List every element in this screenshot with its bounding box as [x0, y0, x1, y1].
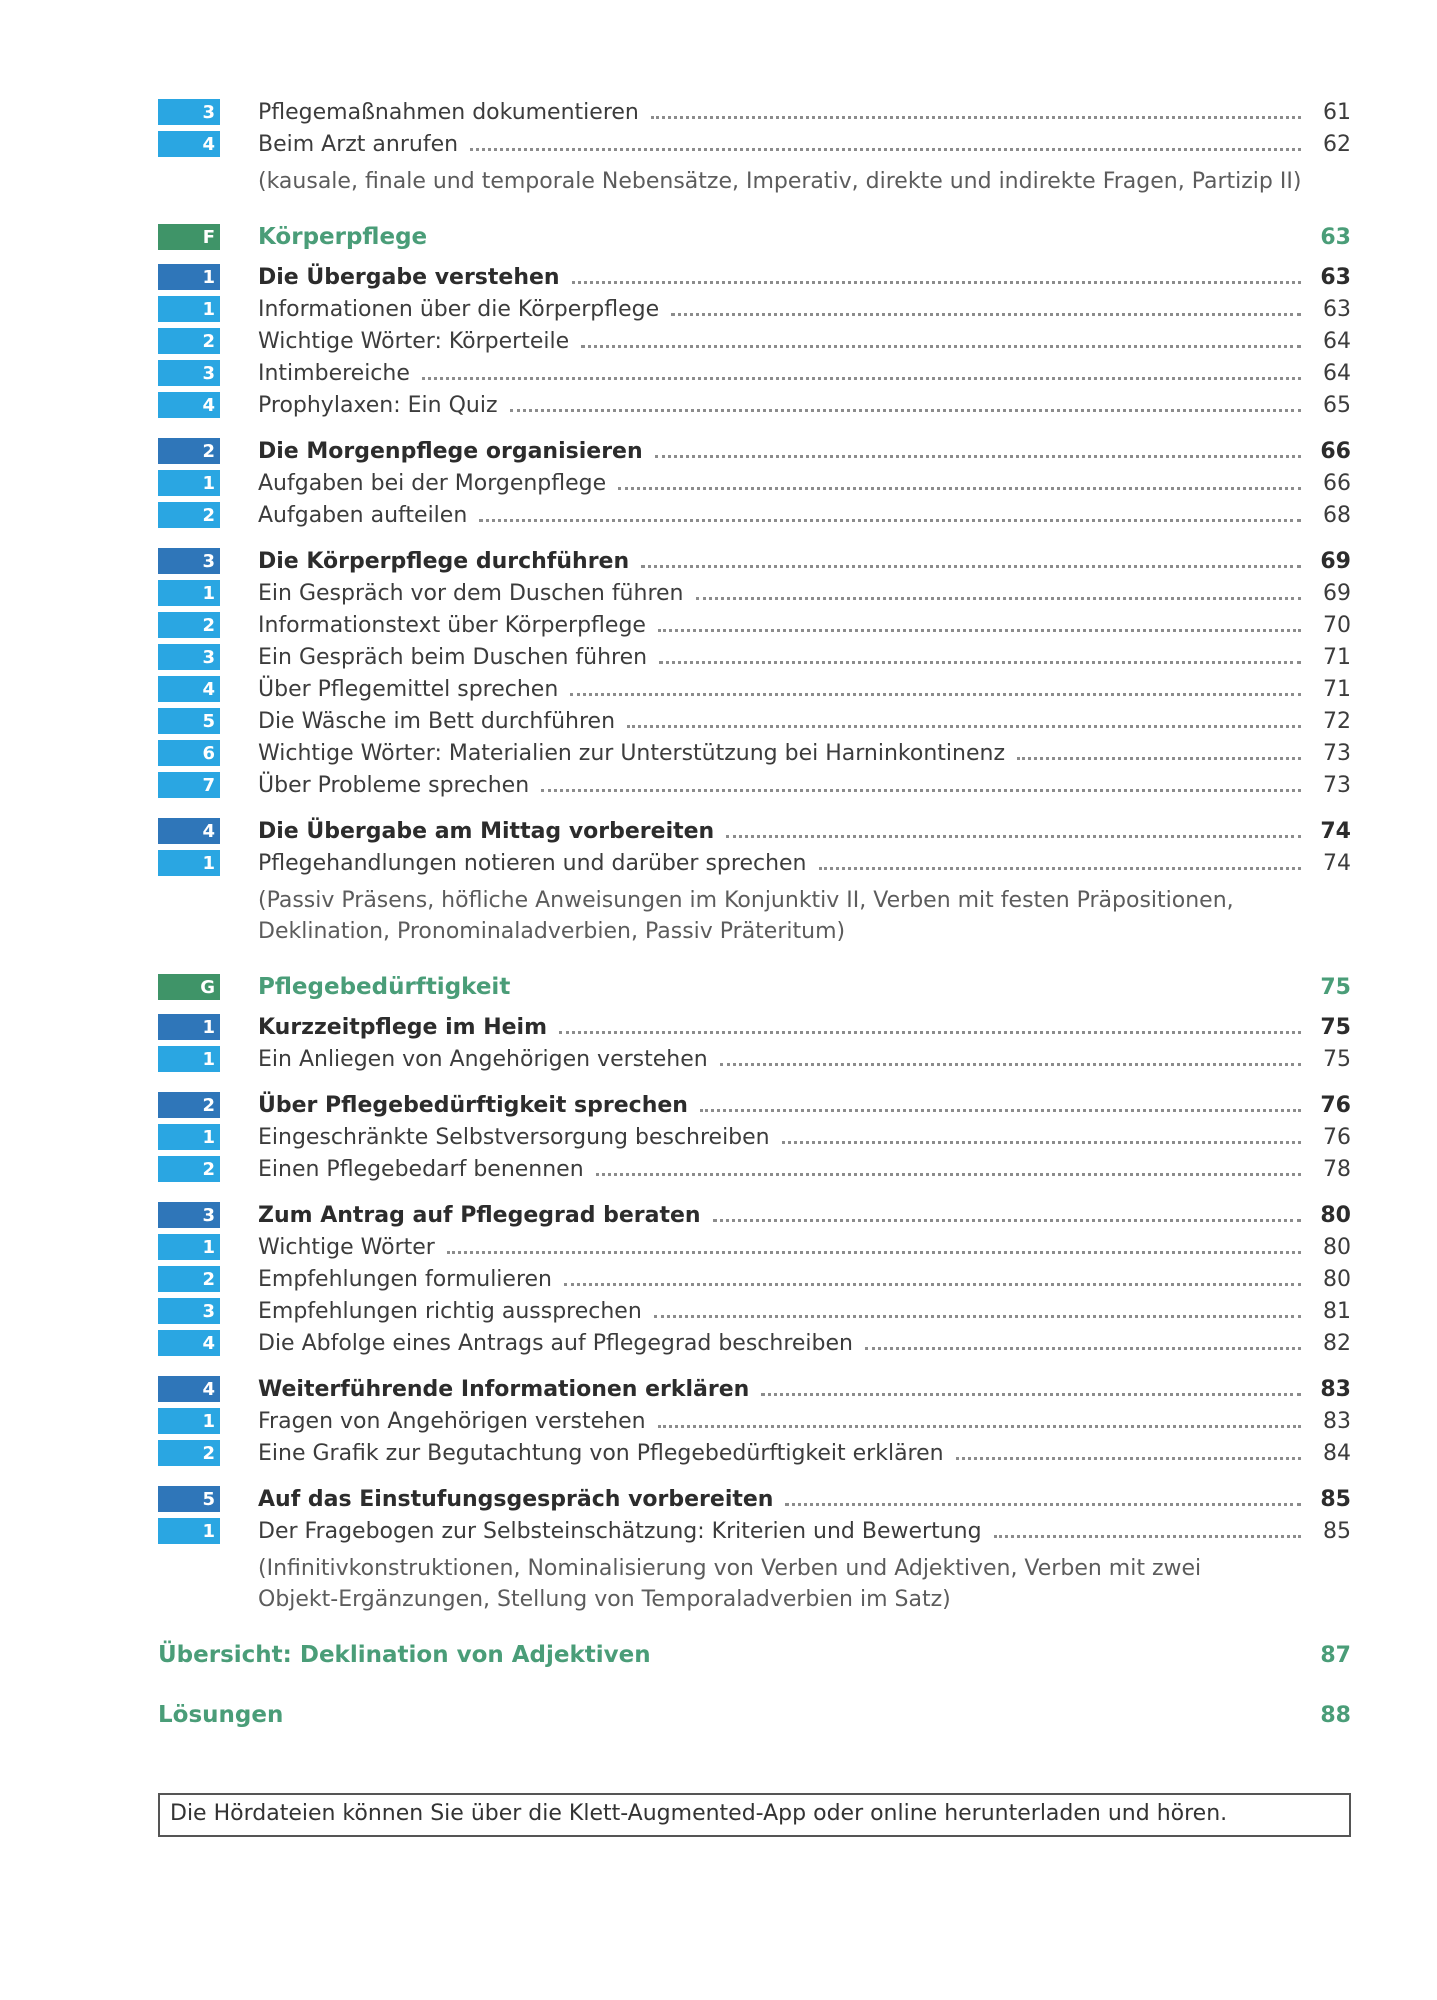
- grammar-topics: [258, 885, 1351, 947]
- toc-item[interactable]: [158, 1043, 1351, 1075]
- dot-leader: [447, 1251, 1301, 1254]
- sub-number-badge: 1: [158, 1046, 220, 1072]
- toc-item[interactable]: [158, 1263, 1351, 1295]
- dot-leader: [627, 725, 1301, 728]
- toc-item[interactable]: [158, 577, 1351, 609]
- dot-leader: [994, 1535, 1301, 1538]
- page-number: 78: [1323, 1156, 1351, 1182]
- grammar-line: (Infinitivkonstruktionen, Nominalisierung von Verben und Adjektiven, Verben mit zwei: [258, 1556, 1202, 1581]
- dot-leader: [651, 116, 1301, 119]
- toc-item[interactable]: [158, 357, 1351, 389]
- dot-leader: [726, 835, 1301, 838]
- main-number-badge: 5: [158, 1486, 220, 1512]
- page-number: 73: [1323, 772, 1351, 798]
- toc-item[interactable]: [158, 769, 1351, 801]
- toc-section[interactable]: [158, 1199, 1351, 1231]
- spacer: [158, 947, 1351, 967]
- dot-leader: [696, 597, 1302, 600]
- main-title: Die Übergabe am Mittag vorbereiten: [258, 818, 715, 844]
- sub-title: Die Wäsche im Bett durchführen: [258, 708, 616, 734]
- sub-title: Eine Grafik zur Begutachtung von Pflegebedürftigkeit erklären: [258, 1440, 944, 1466]
- dot-leader: [654, 1315, 1301, 1318]
- dot-leader: [596, 1173, 1301, 1176]
- sub-number-badge: 1: [158, 296, 220, 322]
- sub-number-badge: 3: [158, 99, 220, 125]
- dot-leader: [720, 1063, 1301, 1066]
- main-title: Weiterführende Informationen erklären: [258, 1376, 750, 1402]
- grammar-line: (Passiv Präsens, höfliche Anweisungen im Konjunktiv II, Verben mit festen Präpositionen,: [258, 888, 1234, 913]
- sub-number-badge: 1: [158, 1408, 220, 1434]
- page-number: 71: [1323, 676, 1351, 702]
- sub-number-badge: 4: [158, 131, 220, 157]
- main-number-badge: 2: [158, 1092, 220, 1118]
- sub-number-badge: 3: [158, 644, 220, 670]
- sub-title: Beim Arzt anrufen: [258, 131, 459, 157]
- spacer: [158, 421, 1351, 435]
- spacer: [158, 1615, 1351, 1635]
- dot-leader: [782, 1141, 1301, 1144]
- main-number-badge: 1: [158, 1014, 220, 1040]
- sub-number-badge: 2: [158, 502, 220, 528]
- sub-title: Aufgaben bei der Morgenpflege: [258, 470, 607, 496]
- main-title: Über Pflegebedürftigkeit sprechen: [258, 1092, 688, 1118]
- spacer: [158, 1469, 1351, 1483]
- page-number: 87: [1320, 1642, 1351, 1668]
- sub-number-badge: 4: [158, 676, 220, 702]
- sub-title: Über Probleme sprechen: [258, 772, 530, 798]
- toc-item[interactable]: [158, 499, 1351, 531]
- toc-item[interactable]: [158, 1515, 1351, 1547]
- dot-leader: [700, 1109, 1301, 1112]
- dot-leader: [641, 565, 1301, 568]
- sub-title: Die Abfolge eines Antrags auf Pflegegrad beschreiben: [258, 1330, 853, 1356]
- dot-leader: [581, 345, 1301, 348]
- sub-number-badge: 2: [158, 328, 220, 354]
- sub-number-badge: 5: [158, 708, 220, 734]
- sub-title: Eingeschränkte Selbstversorgung beschreiben: [258, 1124, 770, 1150]
- sub-title: Ein Gespräch beim Duschen führen: [258, 644, 648, 670]
- page-number: 80: [1323, 1234, 1351, 1260]
- toc-section[interactable]: [158, 545, 1351, 577]
- table-of-contents: [158, 96, 1351, 1735]
- spacer: [158, 801, 1351, 815]
- page-number: 71: [1323, 644, 1351, 670]
- page-number: 80: [1320, 1202, 1351, 1228]
- sub-title: Über Pflegemittel sprechen: [258, 676, 559, 702]
- dot-leader: [572, 281, 1301, 284]
- toc-item[interactable]: [158, 641, 1351, 673]
- toc-item[interactable]: [158, 467, 1351, 499]
- dot-leader: [570, 693, 1301, 696]
- page-number: 75: [1320, 974, 1351, 1000]
- sub-title: Empfehlungen formulieren: [258, 1266, 552, 1292]
- dot-leader: [659, 661, 1301, 664]
- summary-heading[interactable]: [158, 1695, 1351, 1735]
- sub-number-badge: 3: [158, 360, 220, 386]
- page-number: 76: [1323, 1124, 1351, 1150]
- chapter-title: Körperpflege: [258, 224, 428, 250]
- sub-title: Der Fragebogen zur Selbsteinschätzung: Kriterien und Bewertung: [258, 1518, 982, 1544]
- sub-title: Fragen von Angehörigen verstehen: [258, 1408, 646, 1434]
- toc-section[interactable]: [158, 435, 1351, 467]
- dot-leader: [655, 455, 1301, 458]
- sub-title: Pflegemaßnahmen dokumentieren: [258, 99, 639, 125]
- dot-leader: [559, 1031, 1301, 1034]
- sub-number-badge: 1: [158, 470, 220, 496]
- sub-title: Wichtige Wörter: Materialien zur Unterstützung bei Harninkontinenz: [258, 740, 1005, 766]
- sub-number-badge: 1: [158, 1234, 220, 1260]
- sub-title: Wichtige Wörter: Körperteile: [258, 328, 570, 354]
- sub-number-badge: 4: [158, 392, 220, 418]
- sub-number-badge: 1: [158, 1518, 220, 1544]
- page-number: 81: [1323, 1298, 1351, 1324]
- summary-title: Lösungen: [158, 1702, 284, 1728]
- summary-title: Übersicht: Deklination von Adjektiven: [158, 1642, 651, 1668]
- spacer: [158, 531, 1351, 545]
- grammar-topics: [258, 166, 1351, 197]
- page-number: 76: [1320, 1092, 1351, 1118]
- sub-number-badge: 6: [158, 740, 220, 766]
- spacer: [158, 1675, 1351, 1695]
- toc-item[interactable]: [158, 673, 1351, 705]
- page-number: 64: [1323, 360, 1351, 386]
- page-number: 68: [1323, 502, 1351, 528]
- spacer: [158, 1185, 1351, 1199]
- page-number: 66: [1323, 470, 1351, 496]
- sub-title: Einen Pflegebedarf benennen: [258, 1156, 584, 1182]
- grammar-line: Objekt-Ergänzungen, Stellung von Temporaladverbien im Satz): [258, 1587, 951, 1612]
- page-number: 74: [1323, 850, 1351, 876]
- dot-leader: [618, 487, 1301, 490]
- toc-item[interactable]: [158, 293, 1351, 325]
- toc-section[interactable]: [158, 1373, 1351, 1405]
- page-number: 70: [1323, 612, 1351, 638]
- spacer: [158, 1075, 1351, 1089]
- toc-item[interactable]: [158, 1327, 1351, 1359]
- sub-number-badge: 1: [158, 850, 220, 876]
- grammar-line: (kausale, finale und temporale Nebensätze, Imperativ, direkte und indirekte Fragen, Partizip II): [258, 169, 1302, 194]
- main-number-badge: 3: [158, 1202, 220, 1228]
- grammar-line: Deklination, Pronominaladverbien, Passiv Präteritum): [258, 919, 846, 944]
- page-number: 82: [1323, 1330, 1351, 1356]
- page-number: 74: [1320, 818, 1351, 844]
- summary-heading[interactable]: [158, 1635, 1351, 1675]
- page-number: 61: [1323, 99, 1351, 125]
- page-number: 62: [1323, 131, 1351, 157]
- page-number: 80: [1323, 1266, 1351, 1292]
- page-number: 84: [1323, 1440, 1351, 1466]
- toc-section[interactable]: [158, 1089, 1351, 1121]
- toc-item[interactable]: [158, 1121, 1351, 1153]
- page-number: 83: [1320, 1376, 1351, 1402]
- page-number: 83: [1323, 1408, 1351, 1434]
- main-number-badge: 3: [158, 548, 220, 574]
- page-number: 69: [1323, 580, 1351, 606]
- toc-item[interactable]: [158, 609, 1351, 641]
- page-number: 73: [1323, 740, 1351, 766]
- page-number: 85: [1323, 1518, 1351, 1544]
- spacer: [158, 1359, 1351, 1373]
- sub-number-badge: 2: [158, 612, 220, 638]
- page-number: 63: [1323, 296, 1351, 322]
- sub-number-badge: 1: [158, 1124, 220, 1150]
- audio-download-note: Die Hördateien können Sie über die Klett-Augmented-App oder online herunterladen und hören.: [158, 1793, 1351, 1837]
- page-number: 64: [1323, 328, 1351, 354]
- dot-leader: [422, 377, 1301, 380]
- toc-item[interactable]: [158, 1295, 1351, 1327]
- main-number-badge: 1: [158, 264, 220, 290]
- page-number: 66: [1320, 438, 1351, 464]
- chapter-number-badge: F: [158, 224, 220, 250]
- dot-leader: [564, 1283, 1301, 1286]
- sub-title: Pflegehandlungen notieren und darüber sprechen: [258, 850, 807, 876]
- toc-item[interactable]: [158, 389, 1351, 421]
- toc-item[interactable]: [158, 847, 1351, 879]
- sub-title: Ein Anliegen von Angehörigen verstehen: [258, 1046, 708, 1072]
- dot-leader: [671, 313, 1301, 316]
- chapter-number-badge: G: [158, 974, 220, 1000]
- dot-leader: [470, 148, 1301, 151]
- chapter-heading[interactable]: [158, 967, 1351, 1007]
- page-number: 63: [1320, 224, 1351, 250]
- toc-section[interactable]: [158, 815, 1351, 847]
- page-number: 63: [1320, 264, 1351, 290]
- toc-item[interactable]: [158, 1153, 1351, 1185]
- main-title: Kurzzeitpflege im Heim: [258, 1014, 547, 1040]
- sub-number-badge: 2: [158, 1156, 220, 1182]
- main-title: Zum Antrag auf Pflegegrad beraten: [258, 1202, 701, 1228]
- dot-leader: [1017, 757, 1301, 760]
- main-number-badge: 4: [158, 818, 220, 844]
- sub-title: Wichtige Wörter: [258, 1234, 435, 1260]
- dot-leader: [510, 409, 1301, 412]
- dot-leader: [865, 1347, 1301, 1350]
- page-number: 75: [1323, 1046, 1351, 1072]
- sub-title: Informationen über die Körperpflege: [258, 296, 660, 322]
- sub-title: Prophylaxen: Ein Quiz: [258, 392, 498, 418]
- sub-title: Informationstext über Körperpflege: [258, 612, 646, 638]
- dot-leader: [956, 1457, 1301, 1460]
- sub-number-badge: 7: [158, 772, 220, 798]
- toc-section[interactable]: [158, 1483, 1351, 1515]
- toc-item[interactable]: [158, 1437, 1351, 1469]
- page-number: 88: [1320, 1702, 1351, 1728]
- grammar-topics: [258, 1553, 1351, 1615]
- toc-item[interactable]: [158, 705, 1351, 737]
- chapter-heading[interactable]: [158, 217, 1351, 257]
- main-number-badge: 4: [158, 1376, 220, 1402]
- sub-number-badge: 2: [158, 1266, 220, 1292]
- page-number: 65: [1323, 392, 1351, 418]
- sub-number-badge: 4: [158, 1330, 220, 1356]
- toc-section[interactable]: [158, 261, 1351, 293]
- toc-item[interactable]: [158, 128, 1351, 160]
- main-title: Die Körperpflege durchführen: [258, 548, 630, 574]
- page-number: 85: [1320, 1486, 1351, 1512]
- sub-number-badge: 1: [158, 580, 220, 606]
- dot-leader: [658, 1425, 1301, 1428]
- spacer: [158, 197, 1351, 217]
- main-title: Die Morgenpflege organisieren: [258, 438, 643, 464]
- page-number: 75: [1320, 1014, 1351, 1040]
- dot-leader: [761, 1393, 1301, 1396]
- main-title: Auf das Einstufungsgespräch vorbereiten: [258, 1486, 774, 1512]
- toc-item[interactable]: [158, 1231, 1351, 1263]
- dot-leader: [785, 1503, 1301, 1506]
- page-number: 72: [1323, 708, 1351, 734]
- chapter-title: Pflegebedürftigkeit: [258, 974, 511, 1000]
- dot-leader: [713, 1219, 1301, 1222]
- dot-leader: [479, 519, 1301, 522]
- toc-item[interactable]: [158, 1405, 1351, 1437]
- toc-item[interactable]: [158, 737, 1351, 769]
- dot-leader: [819, 867, 1302, 870]
- sub-title: Empfehlungen richtig aussprechen: [258, 1298, 642, 1324]
- dot-leader: [541, 789, 1301, 792]
- sub-title: Aufgaben aufteilen: [258, 502, 468, 528]
- dot-leader: [658, 629, 1301, 632]
- toc-item[interactable]: [158, 325, 1351, 357]
- sub-number-badge: 3: [158, 1298, 220, 1324]
- main-number-badge: 2: [158, 438, 220, 464]
- toc-item[interactable]: [158, 96, 1351, 128]
- sub-title: Intimbereiche: [258, 360, 410, 386]
- page-number: 69: [1320, 548, 1351, 574]
- toc-section[interactable]: [158, 1011, 1351, 1043]
- sub-title: Ein Gespräch vor dem Duschen führen: [258, 580, 684, 606]
- sub-number-badge: 2: [158, 1440, 220, 1466]
- main-title: Die Übergabe verstehen: [258, 264, 560, 290]
